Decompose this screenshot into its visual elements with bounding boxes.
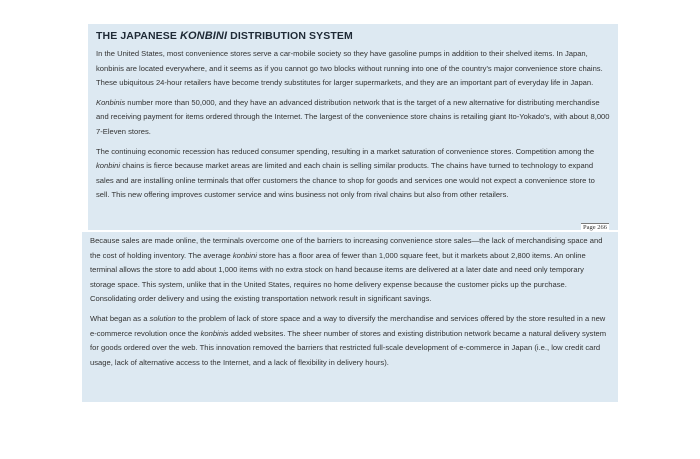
paragraph-2: Konbinis number more than 50,000, and they have an advanced distribution network that is the target of a new alternative for distributing merchandise and receiving payment for items ordered through the Internet. The largest of the convenience store chains is retailing giant Ito-Yokado's, with about 8,000 7-Eleven stores. <box>96 97 610 136</box>
article-box-top <box>88 24 618 230</box>
paragraph-4: Because sales are made online, the terminals overcome one of the barriers to increasing convenience store sales—the lack of merchandising space and the cost of holding inventory. The average konbini store has a floor area of fewer than 1,000 square feet, but it markets about 2,800 items. An online terminal allows the store to add about 1,000 items with no extra stock on hand because items are delivered at a later date and need only temporary storage space. This system, unlike that in the United States, requires no home delivery expense because the customer picks up the purchase. Consolidating order delivery and using the existing transportation network result in significant savings. <box>90 236 603 304</box>
article-box-bottom <box>82 232 618 402</box>
paragraph-1: In the United States, most convenience stores serve a car-mobile society so they have gasoline pumps in addition to their shelved items. In Japan, konbinis are located everywhere, and it seems as if you cannot go two blocks without running into one of the country's major convenience store chains. These ubiquitous 24-hour retailers have become trendy substitutes for larger supermarkets, and they are an important part of everyday life in Japan. <box>96 49 603 88</box>
paragraph-3: The continuing economic recession has reduced consumer spending, resulting in a market saturation of convenience stores. Competition among the konbini chains is fierce because market areas are limited and each chain is selling similar products. The chains have turned to technology to expand sales and are installing online terminals that offer customers the chance to shop for goods and services one would not expect a convenience store to sell. This new offering improves customer service and wins business not only from rival chains but also from other retailers. <box>96 146 595 200</box>
paragraph-5: What began as a solution to the problem of lack of store space and a way to diversify the merchandise and services offered by the store resulted in a new e-commerce revolution once the konbinis added websites. The sheer number of stores and existing distribution network became a natural delivery system for goods ordered over the web. This innovation removed the barriers that restricted full-scale development of e-commerce in Japan (i.e., low credit card usage, lack of alternative access to the Internet, and a lack of flexibility in delivery hours). <box>90 313 607 367</box>
page-number: Page 266 <box>583 224 608 231</box>
article-title: THE JAPANESE KONBINI DISTRIBUTION SYSTEM <box>96 30 353 42</box>
title-emphasis: KONBINI <box>179 30 228 42</box>
